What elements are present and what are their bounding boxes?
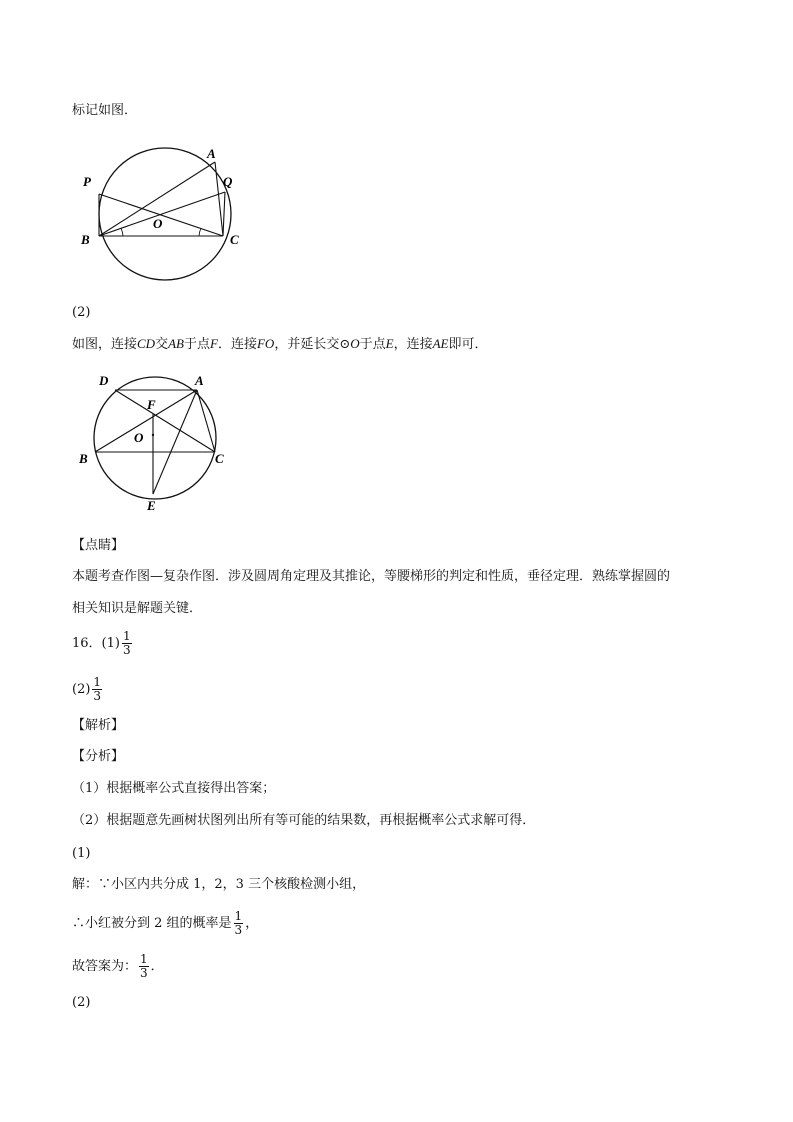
solution-line-2: ∴小红被分到 2 组的概率是 $\frac{1}{3}$ ， xyxy=(72,909,259,937)
label-o: O xyxy=(134,430,144,445)
figure-1-circle-diagram xyxy=(75,146,255,281)
label-b: B xyxy=(79,451,88,466)
solution-part-1-heading: (1) xyxy=(72,846,91,861)
fraction: $\frac{1}{3}$ xyxy=(140,952,148,980)
comment-line-1: 本题考查作图—复杂作图．涉及圆周角定理及其推论，等腰梯形的判定和性质，垂径定理．熟练掌握圆的 xyxy=(72,569,671,584)
circle-o xyxy=(94,377,216,499)
q16-answer-1: 16．(1) $\frac{1}{3}$ xyxy=(72,629,131,657)
analysis-step-2: （2）根据题意先画树状图列出所有等可能的结果数，再根据概率公式求解可得． xyxy=(72,813,536,828)
segment-ae xyxy=(153,390,197,494)
comment-line-2: 相关知识是解题关键． xyxy=(72,601,203,616)
center-dot xyxy=(152,434,154,436)
part-2-heading: (2) xyxy=(72,305,91,320)
label-f: F xyxy=(147,397,156,412)
label-o: O xyxy=(153,216,163,231)
figure-2-circle-diagram xyxy=(75,368,255,518)
label-a: A xyxy=(207,146,216,161)
solution-part-2-heading: (2) xyxy=(72,995,91,1010)
angle-mark-c xyxy=(199,228,201,236)
label-a: A xyxy=(195,373,204,388)
solution-line-3: 故答案为： $\frac{1}{3}$ ． xyxy=(72,952,164,980)
label-c: C xyxy=(215,451,224,466)
label-e: E xyxy=(147,498,156,513)
intro-text: 标记如图． xyxy=(72,103,138,118)
fraction: $\frac{1}{3}$ xyxy=(122,629,131,657)
angle-mark-b xyxy=(121,228,123,236)
segment-ac xyxy=(215,162,223,236)
label-c: C xyxy=(230,232,239,247)
segment-qc xyxy=(223,192,225,236)
jiexi-heading: 【解析】 xyxy=(72,718,125,733)
fraction: $\frac{1}{3}$ xyxy=(93,675,102,703)
q16-answer-2: (2) $\frac{1}{3}$ xyxy=(72,675,102,703)
fraction: $\frac{1}{3}$ xyxy=(234,909,243,937)
label-p: P xyxy=(83,174,91,189)
circle-o xyxy=(99,148,231,280)
label-b: B xyxy=(81,232,90,247)
label-d: D xyxy=(99,373,109,388)
segment-ba xyxy=(95,390,197,452)
solution-line-1: 解：∵小区内共分成 1，2，3 三个核酸检测小组， xyxy=(72,877,366,892)
label-q: Q xyxy=(223,174,233,189)
fenxi-heading: 【分析】 xyxy=(72,749,125,764)
analysis-step-1: （1）根据概率公式直接得出答案； xyxy=(72,781,276,796)
comment-heading: 【点睛】 xyxy=(72,538,125,553)
construction-text: 如图，连接CD交AB于点F．连接FO，并延长交⊙O于点E，连接AE即可． xyxy=(72,336,488,352)
